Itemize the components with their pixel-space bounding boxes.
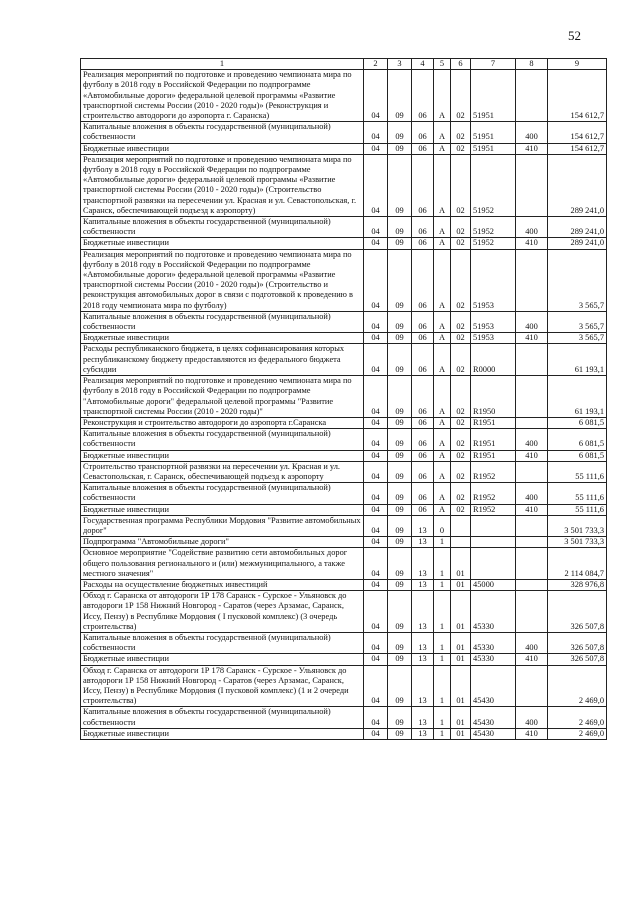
expense-type-cell (516, 665, 548, 707)
row-name-cell: Реконструкция и строительство автодороги до аэропорта г.Саранска (81, 417, 364, 428)
code-cell: 09 (388, 311, 412, 332)
code-cell: А (434, 238, 451, 249)
amount-cell: 55 111,6 (548, 504, 607, 515)
column-header: 1 (81, 59, 364, 70)
code-cell: 1 (434, 632, 451, 653)
code-cell: 1 (434, 707, 451, 728)
code-cell: 04 (364, 122, 388, 143)
code-cell: 02 (451, 217, 471, 238)
expense-type-cell: 400 (516, 311, 548, 332)
row-name-cell: Бюджетные инвестиции (81, 504, 364, 515)
column-header: 7 (471, 59, 516, 70)
code-cell: 45430 (471, 665, 516, 707)
column-header: 4 (412, 59, 434, 70)
code-cell: 09 (388, 122, 412, 143)
table-row (81, 632, 607, 653)
code-cell: А (434, 461, 451, 482)
code-cell: 04 (364, 417, 388, 428)
row-name-cell: Реализация мероприятий по подготовке и проведению чемпионата мира по футболу в 2018 году в Российской Федерации по подпрограмме "Автомобильные дороги" федеральной целевой программы "Развитие транспортной системы России (2010 - 2020 годы)" (81, 376, 364, 418)
expense-type-cell (516, 579, 548, 590)
code-cell: 02 (451, 344, 471, 376)
row-name-cell: Государственная программа Республики Мордовия "Развитие автомобильных дорог" (81, 515, 364, 536)
code-cell: 06 (412, 429, 434, 450)
code-cell: 51953 (471, 249, 516, 311)
code-cell (471, 537, 516, 548)
code-cell (471, 515, 516, 536)
code-cell: 13 (412, 728, 434, 739)
table-row (81, 344, 607, 376)
code-cell: 06 (412, 70, 434, 122)
code-cell: 45000 (471, 579, 516, 590)
code-cell: 02 (451, 154, 471, 216)
amount-cell: 6 081,5 (548, 417, 607, 428)
code-cell: 45330 (471, 632, 516, 653)
code-cell: R1951 (471, 450, 516, 461)
expense-type-cell: 410 (516, 238, 548, 249)
expense-type-cell: 410 (516, 450, 548, 461)
code-cell: 09 (388, 450, 412, 461)
code-cell: 51952 (471, 238, 516, 249)
code-cell: 09 (388, 238, 412, 249)
table-row (81, 238, 607, 249)
row-name-cell: Основное мероприятие "Содействие развитию сети автомобильных дорог общего пользования регионального и (или) межмуниципального, а также местного значения" (81, 548, 364, 580)
code-cell: 45330 (471, 591, 516, 633)
row-name-cell: Расходы на осуществление бюджетных инвестиций (81, 579, 364, 590)
table-row (81, 154, 607, 216)
expense-type-cell (516, 376, 548, 418)
code-cell: 04 (364, 429, 388, 450)
code-cell: 02 (451, 461, 471, 482)
row-name-cell: Капитальные вложения в объекты государственной (муниципальной) собственности (81, 122, 364, 143)
code-cell: 06 (412, 122, 434, 143)
code-cell: А (434, 122, 451, 143)
code-cell: 04 (364, 70, 388, 122)
code-cell: 09 (388, 515, 412, 536)
code-cell (451, 537, 471, 548)
code-cell: 06 (412, 143, 434, 154)
table-row (81, 333, 607, 344)
table-row (81, 417, 607, 428)
code-cell: 06 (412, 417, 434, 428)
table-row (81, 311, 607, 332)
code-cell: 02 (451, 238, 471, 249)
code-cell: 09 (388, 548, 412, 580)
row-name-cell: Реализация мероприятий по подготовке и проведению чемпионата мира по футболу в 2018 году в Российской Федерации по подпрограмме «Автомобильные дороги» федеральной целевой программы «Развитие транспортной системы России (2010 - 2020 годы)» (Реконструкция и строительство автодороги до аэропорта г. Саранска) (81, 70, 364, 122)
code-cell: 04 (364, 344, 388, 376)
expense-type-cell: 400 (516, 429, 548, 450)
code-cell: 04 (364, 654, 388, 665)
code-cell: А (434, 344, 451, 376)
amount-cell: 154 612,7 (548, 70, 607, 122)
amount-cell: 326 507,8 (548, 632, 607, 653)
code-cell: R1951 (471, 429, 516, 450)
table-row (81, 450, 607, 461)
code-cell: 02 (451, 483, 471, 504)
code-cell: 1 (434, 728, 451, 739)
expense-type-cell (516, 548, 548, 580)
expense-type-cell (516, 461, 548, 482)
table-header-row (81, 59, 607, 70)
row-name-cell: Подпрограмма "Автомобильные дороги" (81, 537, 364, 548)
expense-type-cell (516, 417, 548, 428)
code-cell: А (434, 311, 451, 332)
row-name-cell: Реализация мероприятий по подготовке и проведению чемпионата мира по футболу в 2018 году в Российской Федерации по подпрограмме «Автомобильные дороги» федеральной целевой программы «Развитие транспортной системы России (2010 - 2020 годы)» (Строительство транспортной развязки на пересечении ул. Красная и ул. Севастопольская, г. Саранск, обеспечивающей подъезд к аэропорту) (81, 154, 364, 216)
code-cell: 51951 (471, 122, 516, 143)
column-header: 2 (364, 59, 388, 70)
code-cell: 04 (364, 450, 388, 461)
amount-cell: 289 241,0 (548, 154, 607, 216)
code-cell: 04 (364, 728, 388, 739)
row-name-cell: Обход г. Саранска от автодороги 1Р 178 Саранск - Сурское - Ульяновск до автодороги 1Р 158 Нижний Новгород - Саратов (через Арзамас, Саранск, Иссу, Пензу) в Республике Мордовия ( I пусковой комплекс) (3 очередь строительства) (81, 591, 364, 633)
code-cell: 04 (364, 548, 388, 580)
code-cell: 09 (388, 344, 412, 376)
code-cell: 45330 (471, 654, 516, 665)
expense-type-cell: 400 (516, 483, 548, 504)
code-cell: 51952 (471, 154, 516, 216)
code-cell: 04 (364, 707, 388, 728)
code-cell: 02 (451, 450, 471, 461)
code-cell: 09 (388, 728, 412, 739)
code-cell: 1 (434, 548, 451, 580)
amount-cell: 2 469,0 (548, 728, 607, 739)
amount-cell: 2 114 084,7 (548, 548, 607, 580)
row-name-cell: Строительство транспортной развязки на пересечении ул. Красная и ул. Севастопольская, г. Саранск, обеспечивающей подъезд к аэропорту (81, 461, 364, 482)
amount-cell: 6 081,5 (548, 429, 607, 450)
code-cell: 09 (388, 249, 412, 311)
code-cell: 01 (451, 632, 471, 653)
code-cell: 04 (364, 249, 388, 311)
amount-cell: 55 111,6 (548, 483, 607, 504)
row-name-cell: Капитальные вложения в объекты государственной (муниципальной) собственности (81, 217, 364, 238)
code-cell: 09 (388, 579, 412, 590)
amount-cell: 2 469,0 (548, 665, 607, 707)
table-row (81, 143, 607, 154)
code-cell: А (434, 154, 451, 216)
amount-cell: 3 501 733,3 (548, 537, 607, 548)
code-cell: 45430 (471, 707, 516, 728)
expense-type-cell (516, 154, 548, 216)
code-cell: 02 (451, 122, 471, 143)
page-number: 52 (568, 28, 581, 43)
code-cell: А (434, 70, 451, 122)
amount-cell: 326 507,8 (548, 654, 607, 665)
code-cell: 09 (388, 70, 412, 122)
code-cell: А (434, 333, 451, 344)
amount-cell: 61 193,1 (548, 344, 607, 376)
code-cell: 02 (451, 429, 471, 450)
code-cell: 01 (451, 654, 471, 665)
code-cell: А (434, 429, 451, 450)
code-cell: 01 (451, 591, 471, 633)
code-cell: 01 (451, 579, 471, 590)
code-cell: 04 (364, 217, 388, 238)
expense-type-cell: 410 (516, 333, 548, 344)
amount-cell: 3 565,7 (548, 311, 607, 332)
expense-type-cell (516, 249, 548, 311)
code-cell: R1952 (471, 504, 516, 515)
code-cell: А (434, 450, 451, 461)
code-cell: А (434, 217, 451, 238)
amount-cell: 3 565,7 (548, 333, 607, 344)
table-row (81, 665, 607, 707)
table-row (81, 707, 607, 728)
code-cell: 02 (451, 70, 471, 122)
code-cell: 04 (364, 515, 388, 536)
amount-cell: 154 612,7 (548, 122, 607, 143)
code-cell: 13 (412, 548, 434, 580)
row-name-cell: Капитальные вложения в объекты государственной (муниципальной) собственности (81, 632, 364, 653)
code-cell: А (434, 504, 451, 515)
code-cell: 06 (412, 376, 434, 418)
row-name-cell: Бюджетные инвестиции (81, 654, 364, 665)
code-cell: 51953 (471, 311, 516, 332)
code-cell: 06 (412, 311, 434, 332)
expense-type-cell (516, 344, 548, 376)
code-cell (451, 515, 471, 536)
code-cell: 04 (364, 665, 388, 707)
amount-cell: 154 612,7 (548, 143, 607, 154)
table-row (81, 515, 607, 536)
table-row (81, 217, 607, 238)
table-row (81, 654, 607, 665)
code-cell: 09 (388, 143, 412, 154)
table-row (81, 376, 607, 418)
code-cell: 13 (412, 579, 434, 590)
amount-cell: 2 469,0 (548, 707, 607, 728)
code-cell: 1 (434, 665, 451, 707)
code-cell: 09 (388, 429, 412, 450)
code-cell: 04 (364, 579, 388, 590)
code-cell: 13 (412, 665, 434, 707)
code-cell: 09 (388, 665, 412, 707)
column-header: 8 (516, 59, 548, 70)
expense-type-cell: 400 (516, 632, 548, 653)
code-cell: 04 (364, 311, 388, 332)
code-cell: 09 (388, 483, 412, 504)
code-cell: А (434, 376, 451, 418)
code-cell: 1 (434, 537, 451, 548)
row-name-cell: Реализация мероприятий по подготовке и проведению чемпионата мира по футболу в 2018 году в Российской Федерации по подпрограмме «Автомобильные дороги» федеральной целевой программы «Развитие транспортной системы России (2010 - 2020 годы)» (Строительство и реконструкция автомобильных дорог в связи с подготовкой к проведению в 2018 году чемпионата мира по футболу) (81, 249, 364, 311)
code-cell (471, 548, 516, 580)
code-cell: 1 (434, 579, 451, 590)
expense-type-cell: 400 (516, 707, 548, 728)
code-cell: А (434, 483, 451, 504)
expense-type-cell: 410 (516, 504, 548, 515)
code-cell: 09 (388, 504, 412, 515)
code-cell: 51952 (471, 217, 516, 238)
code-cell: 02 (451, 249, 471, 311)
table-row (81, 728, 607, 739)
code-cell: 09 (388, 333, 412, 344)
code-cell: R1952 (471, 483, 516, 504)
code-cell: 04 (364, 537, 388, 548)
expense-type-cell: 400 (516, 217, 548, 238)
table-row (81, 548, 607, 580)
budget-table (80, 58, 607, 740)
code-cell: 01 (451, 707, 471, 728)
code-cell: R0000 (471, 344, 516, 376)
code-cell: 04 (364, 461, 388, 482)
code-cell: 02 (451, 417, 471, 428)
row-name-cell: Бюджетные инвестиции (81, 333, 364, 344)
code-cell: 01 (451, 665, 471, 707)
row-name-cell: Бюджетные инвестиции (81, 450, 364, 461)
column-header: 5 (434, 59, 451, 70)
row-name-cell: Капитальные вложения в объекты государственной (муниципальной) собственности (81, 311, 364, 332)
code-cell: 02 (451, 333, 471, 344)
amount-cell: 3 565,7 (548, 249, 607, 311)
table-row (81, 504, 607, 515)
code-cell: 09 (388, 632, 412, 653)
row-name-cell: Капитальные вложения в объекты государственной (муниципальной) собственности (81, 483, 364, 504)
code-cell: 13 (412, 515, 434, 536)
code-cell: 06 (412, 450, 434, 461)
column-header: 6 (451, 59, 471, 70)
code-cell: 04 (364, 632, 388, 653)
code-cell: 09 (388, 376, 412, 418)
amount-cell: 328 976,8 (548, 579, 607, 590)
code-cell: 13 (412, 707, 434, 728)
code-cell: 13 (412, 632, 434, 653)
code-cell: 09 (388, 707, 412, 728)
column-header: 3 (388, 59, 412, 70)
code-cell: 06 (412, 461, 434, 482)
code-cell: 51953 (471, 333, 516, 344)
code-cell: 09 (388, 154, 412, 216)
expense-type-cell: 410 (516, 728, 548, 739)
expense-type-cell (516, 515, 548, 536)
table-row (81, 483, 607, 504)
code-cell: 01 (451, 548, 471, 580)
expense-type-cell (516, 537, 548, 548)
code-cell: 1 (434, 654, 451, 665)
code-cell: 06 (412, 249, 434, 311)
amount-cell: 326 507,8 (548, 591, 607, 633)
code-cell: 04 (364, 483, 388, 504)
code-cell: А (434, 417, 451, 428)
code-cell: 09 (388, 217, 412, 238)
code-cell: 09 (388, 417, 412, 428)
code-cell: 04 (364, 238, 388, 249)
table-row (81, 70, 607, 122)
code-cell: 06 (412, 344, 434, 376)
expense-type-cell (516, 70, 548, 122)
row-name-cell: Обход г. Саранска от автодороги 1Р 178 Саранск - Сурское - Ульяновск до автодороги 1Р 158 Нижний Новгород - Саратов (через Арзамас, Саранск, Иссу, Пензу) в Республике Мордовия (I пусковой комплекс) (1 и 2 очереди строительства) (81, 665, 364, 707)
code-cell: 13 (412, 591, 434, 633)
amount-cell: 289 241,0 (548, 217, 607, 238)
row-name-cell: Бюджетные инвестиции (81, 143, 364, 154)
code-cell: 09 (388, 591, 412, 633)
code-cell: 06 (412, 238, 434, 249)
amount-cell: 289 241,0 (548, 238, 607, 249)
code-cell: 06 (412, 333, 434, 344)
code-cell: 51951 (471, 70, 516, 122)
table-row (81, 537, 607, 548)
code-cell: 09 (388, 537, 412, 548)
code-cell: 01 (451, 728, 471, 739)
expense-type-cell: 400 (516, 122, 548, 143)
row-name-cell: Капитальные вложения в объекты государственной (муниципальной) собственности (81, 429, 364, 450)
amount-cell: 3 501 733,3 (548, 515, 607, 536)
row-name-cell: Расходы республиканского бюджета, в целях софинансирования которых республиканскому бюджету предоставляются из федерального бюджета субсидии (81, 344, 364, 376)
expense-type-cell (516, 591, 548, 633)
table-row (81, 461, 607, 482)
amount-cell: 55 111,6 (548, 461, 607, 482)
expense-type-cell: 410 (516, 143, 548, 154)
code-cell: 09 (388, 654, 412, 665)
code-cell: 13 (412, 537, 434, 548)
code-cell: 04 (364, 143, 388, 154)
code-cell: 04 (364, 591, 388, 633)
code-cell: 45430 (471, 728, 516, 739)
code-cell: R1950 (471, 376, 516, 418)
table-row (81, 429, 607, 450)
code-cell: R1952 (471, 461, 516, 482)
column-header: 9 (548, 59, 607, 70)
code-cell: 0 (434, 515, 451, 536)
code-cell: 51951 (471, 143, 516, 154)
table-row (81, 579, 607, 590)
code-cell: 02 (451, 311, 471, 332)
code-cell: 02 (451, 376, 471, 418)
row-name-cell: Бюджетные инвестиции (81, 238, 364, 249)
code-cell: 06 (412, 504, 434, 515)
code-cell: R1951 (471, 417, 516, 428)
amount-cell: 61 193,1 (548, 376, 607, 418)
row-name-cell: Капитальные вложения в объекты государственной (муниципальной) собственности (81, 707, 364, 728)
code-cell: А (434, 143, 451, 154)
code-cell: 1 (434, 591, 451, 633)
code-cell: 06 (412, 217, 434, 238)
code-cell: 09 (388, 461, 412, 482)
code-cell: 13 (412, 654, 434, 665)
row-name-cell: Бюджетные инвестиции (81, 728, 364, 739)
code-cell: 06 (412, 483, 434, 504)
code-cell: 04 (364, 154, 388, 216)
table-row (81, 249, 607, 311)
code-cell: 06 (412, 154, 434, 216)
code-cell: 04 (364, 504, 388, 515)
expense-type-cell: 410 (516, 654, 548, 665)
code-cell: 04 (364, 376, 388, 418)
code-cell: 04 (364, 333, 388, 344)
code-cell: 02 (451, 143, 471, 154)
table-row (81, 122, 607, 143)
table-row (81, 591, 607, 633)
amount-cell: 6 081,5 (548, 450, 607, 461)
code-cell: А (434, 249, 451, 311)
code-cell: 02 (451, 504, 471, 515)
